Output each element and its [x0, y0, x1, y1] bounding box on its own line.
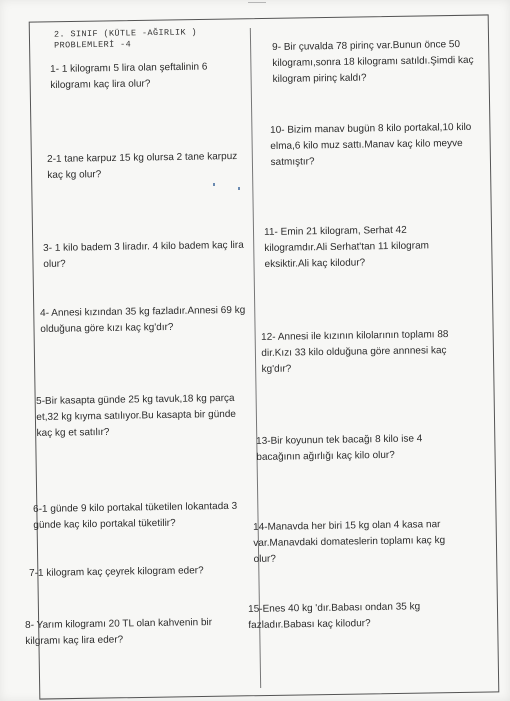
question-4: 4- Annesi kızından 35 kg fazladır.Annesi 69 kg olduğuna göre kızı kaç kg'dır?	[40, 304, 246, 335]
question-12: 12- Annesi ile kızının kilolarının toplamı 88 dir.Kızı 33 kilo olduğuna göre annnesi kaç kg'dır?	[261, 329, 449, 375]
question-1: 1- 1 kilogramı 5 lira olan şeftalinin 6 kilogramı kaç lira olur?	[50, 61, 208, 91]
worksheet-header	[54, 26, 254, 51]
question-5: 5-Bir kasapta günde 25 kg tavuk,18 kg parça et,32 kg kıyma satılıyor.Bu kasapta bir günde kaç kg et satılır?	[36, 392, 236, 439]
ink-speck	[238, 187, 240, 190]
question-8: 8- Yarım kilogramı 20 TL olan kahvenin bir kilgramı kaç lira eder?	[25, 617, 213, 647]
question-6: 6-1 günde 9 kilo portakal tüketilen lokantada 3 günde kaç kilo portakal tüketilir?	[33, 500, 238, 531]
question-9: 9- Bir çuvalda 78 pirinç var.Bunun önce 50 kilogramı,sonra 18 kilogramı satıldı.Şimdi kaç kilogram pirinç kaldı?	[272, 39, 474, 85]
question-13: 13-Bir koyunun tek bacağı 8 kilo ise 4 bacağının ağırlığı kaç kilo olur?	[256, 433, 423, 463]
question-10: 10- Bizim manav bugün 8 kilo portakal,10 kilo elma,6 kilo muz sattı.Manav kaç kilo meyve satmıştır?	[270, 121, 472, 168]
question-3: 3- 1 kilo badem 3 liradır. 4 kilo badem kaç lira olur?	[43, 239, 244, 270]
scan-mark	[248, 2, 266, 7]
question-14: 14-Manavda her biri 15 kg olan 4 kasa nar var.Manavdaki domateslerin toplamı kaç kg olur?	[253, 519, 446, 565]
question-15: 15-Enes 40 kg 'dır.Babası ondan 35 kg fazladır.Babası kaç kilodur?	[248, 601, 421, 631]
header-title: 2. SINIF (KÜTLE -AĞIRLIK )	[53, 27, 198, 40]
question-2: 2-1 tane karpuz 15 kg olursa 2 tane karpuz kaç kg olur?	[47, 151, 238, 181]
header-subtitle: PROBLEMLERİ -4	[54, 39, 132, 51]
question-11: 11- Emin 21 kilogram, Serhat 42 kilogramdır.Ali Serhat'tan 11 kilogram eksiktir.Ali kaç kilodur?	[264, 224, 430, 270]
question-7: 7-1 kilogram kaç çeyrek kilogram eder?	[29, 565, 204, 579]
ink-speck	[213, 183, 215, 186]
